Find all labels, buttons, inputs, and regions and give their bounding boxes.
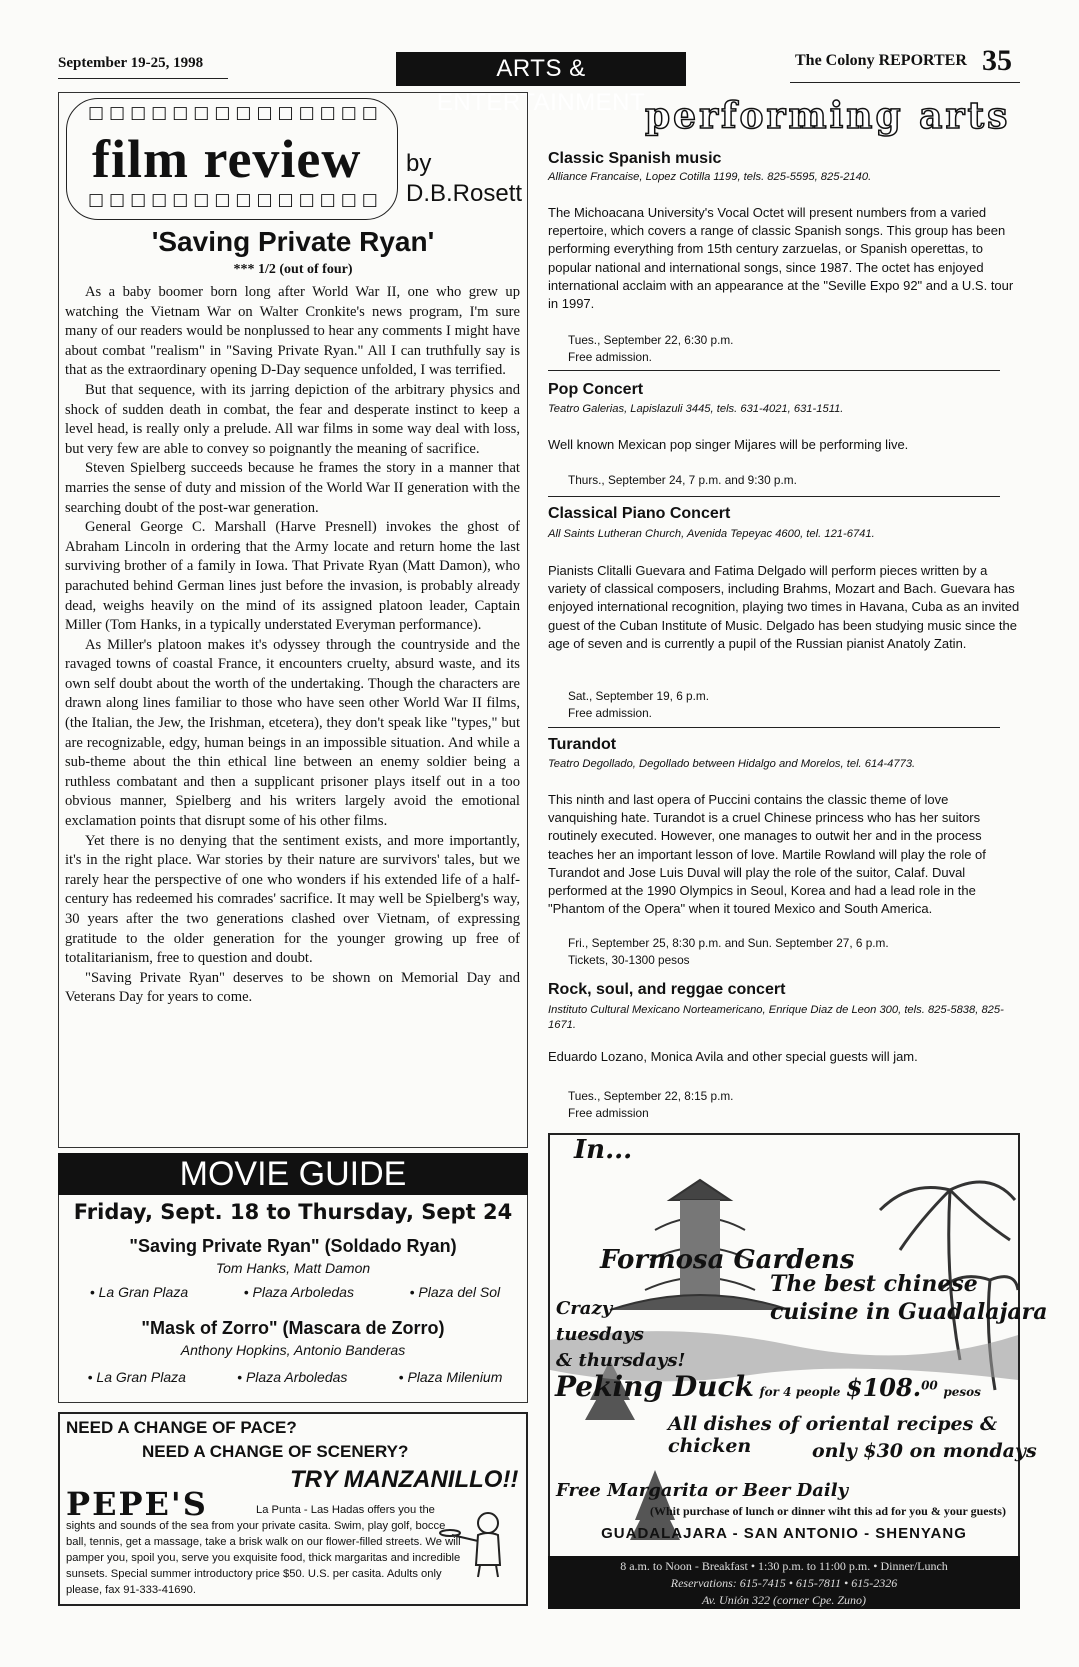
- event-admission: Free admission.: [568, 350, 652, 364]
- event-title: Rock, soul, and reggae concert: [548, 981, 786, 998]
- review-paragraph: As a baby boomer born long after World War II, one who grew up watching the Vietnam War on Walter Cronkite's news program, I'm sure many of our readers would be nonplussed to hear any comments I might have about combat "realism" in "Saving Private Ryan." All I can truthfully say is that as the extraordinary opening D-Day sequence unfolded, I was terrified.: [65, 284, 520, 379]
- header-divider: [58, 78, 228, 79]
- review-paragraph: Steven Spielberg succeeds because he frames the story in a manner that marries the sense of duty and mission of the World War II generation with the searching doubt of the post-war generation.: [65, 460, 520, 516]
- pepes-ad-headline: NEED A CHANGE OF SCENERY?: [142, 1442, 409, 1461]
- review-paragraph: Yet there is no denying that the sentiment exists, and more importantly, it's in the right place. War stories by their nature are survivors' tales, but we rarely hear the perspective of one who wonders if his extended life of a half-century has redeemed his comrades' sacrifice. It may well be Spielberg's way, 30 years after the two generations clashed over Vietnam, of expressing gratitude to the older generation for the younger growing up free of totalitarianism, free to question and doubt.: [65, 832, 520, 967]
- review-movie-title: 'Saving Private Ryan': [151, 226, 435, 257]
- byline-by: by: [406, 150, 432, 177]
- review-paragraph: As Miller's platoon makes it's odyssey through the countryside and the ravaged towns of coastal France, it encounters cruelty, absurd waste, and its own self doubt about the worth of the undertaking. Though the characters are drawn along lines familiar to those who have seen other World War II films, (the Italian, the Jew, the Irishman, etcetera), they don't speak like "types," but are recognizable, edgy, human beings in an impossible situation. And while a sub-theme about the thin ethical line between an enemy soldier being a ruthless combatant and then a supplicant prisoner plays itself out in a too obvious manner, Spielberg and his writers largely avoid the emotional exclamation points that disrupt some of his other films.: [65, 636, 520, 830]
- header-divider: [790, 82, 1020, 83]
- publication-name: The Colony REPORTER: [795, 52, 967, 69]
- promo-line: & thursdays!: [556, 1350, 686, 1371]
- peking-duck-offer: [555, 1370, 981, 1403]
- promo-days: [556, 1296, 685, 1374]
- event-time: Fri., September 25, 8:30 p.m. and Sun. September 27, 6 p.m.: [568, 936, 889, 950]
- restaurant-locations: GUADALAJARA - SAN ANTONIO - SHENYANG: [601, 1525, 967, 1542]
- event-title: Turandot: [548, 736, 617, 753]
- offer-cents: 00: [921, 1378, 938, 1393]
- logo-squares-top: □□□□□□□□□□□□□□: [88, 103, 383, 123]
- event-venue: Instituto Cultural Mexicano Norteamericano, Enrique Diaz de Leon 300, tels. 825-5838, 825-1671.: [548, 1004, 1004, 1031]
- venue: • La Gran Plaza: [87, 1369, 186, 1385]
- guide-movie-title: "Saving Private Ryan" (Soldado Ryan): [129, 1236, 457, 1256]
- guide-movie-venues: [62, 1369, 528, 1385]
- pepes-ad-body: [66, 1502, 466, 1598]
- promo-line: Crazy: [556, 1298, 613, 1319]
- event-time: Sat., September 19, 6 p.m.: [568, 689, 709, 703]
- pepes-ad-body-first: La Punta - Las Hadas offers you the: [256, 1504, 435, 1516]
- event-tickets: Tickets, 30-1300 pesos: [568, 953, 690, 967]
- restaurant-hours: 8 a.m. to Noon - Breakfast • 1:30 p.m. to 11:00 p.m. • Dinner/Lunch: [620, 1559, 948, 1573]
- venue: • Plaza Arboledas: [243, 1284, 354, 1300]
- event-when: [568, 472, 797, 489]
- guide-movie-title-text: "Mask of Zorro" (Mascara de Zorro): [141, 1318, 445, 1338]
- guide-movie-venues: [62, 1284, 528, 1300]
- pepes-ad-headline: TRY MANZANILLO!!: [290, 1466, 519, 1493]
- movie-guide-dates: Friday, Sept. 18 to Thursday, Sept 24: [73, 1200, 513, 1224]
- pepes-ad-body-rest: sights and sounds of the sea from your private casita. Swim, play golf, bocce ball, tennis, get a massage, take a brisk walk on our flower-filled streets. We will pamper you, spoil you, serve you exquisite food, thick margaritas and incredible sunsets. Special summer introductory price $50. U.S. per casita. Adults only please, fax 91-333-41690.: [66, 1520, 461, 1596]
- page-number: 35: [982, 44, 1012, 77]
- event-time: Tues., September 22, 6:30 p.m.: [568, 333, 734, 347]
- section-banner: ARTS & ENTERTAINMENT: [396, 52, 686, 86]
- event-description: Pianists Clitalli Guevara and Fatima Delgado will perform pieces written by a variety of classical composers, including Brahms, Mozart and Bach. Guevara has enjoyed international recognition, playing two times in Havana, Cuba as an invited guest of the Cuban Institute of Music. Delgado has been studying music since the age of seven and is currently a pupil of the Russian pianist Anatoly Zatin.: [548, 563, 1020, 651]
- restaurant-name: Formosa Gardens: [600, 1245, 855, 1275]
- ad-intro: In...: [574, 1135, 633, 1165]
- restaurant-slogan: [770, 1270, 1048, 1326]
- restaurant-address: Av. Unión 322 (corner Cpe. Zuno): [701, 1593, 867, 1607]
- event-when: [568, 935, 889, 969]
- logo-squares-bottom: □□□□□□□□□□□□□□: [88, 190, 383, 210]
- event-description: Eduardo Lozano, Monica Avila and other special guests will jam.: [548, 1049, 918, 1064]
- venue: • La Gran Plaza: [89, 1284, 189, 1300]
- review-paragraph: "Saving Private Ryan" deserves to be shown on Memorial Day and Veterans Day for years to come.: [65, 969, 520, 1006]
- slogan-line: cuisine in Guadalajara: [770, 1299, 1048, 1325]
- event-venue: Teatro Galerias, Lapislazuli 3445, tels. 631-4021, 631-1511.: [548, 403, 844, 415]
- performing-arts-heading: performing arts: [645, 95, 1011, 137]
- offer-conditions: (Whit purchase of lunch or dinner wiht this ad for you & your guests): [650, 1504, 1006, 1518]
- byline-author: D.B.Rosett: [406, 180, 523, 207]
- event-when: [568, 688, 709, 722]
- venue: • Plaza Arboledas: [237, 1369, 348, 1385]
- waiter-illustration-icon: [438, 1505, 518, 1580]
- event-admission: Free admission: [568, 1106, 649, 1120]
- pepes-logo: PEPE'S: [66, 1485, 208, 1523]
- review-rating: *** 1/2 (out of four): [233, 262, 353, 277]
- event-title: Classic Spanish music: [548, 150, 722, 167]
- guide-movie-cast: Tom Hanks, Matt Damon: [215, 1260, 371, 1276]
- guide-movie-title: [58, 1318, 528, 1339]
- event-description: The Michoacana University's Vocal Octet will present numbers from a varied repertoire, which covers a range of classic Spanish songs. This group has been performing everything from 15th century zarzuelas, or Spanish operettas, to popular national and international songs, since 1987. The octet has enjoyed international acclaim with an appearance at the "Seville Expo 92" and a U.S. tour in 1997.: [548, 205, 1014, 312]
- review-paragraph: But that sequence, with its jarring depiction of the arbitrary physics and shock of sudden death in combat, the fear and desperate instinct to keep a level head, is really only a prelude. All war films in some way deal with loss, but very few are able to convey so poignantly the meaning of sacrifice.: [65, 381, 520, 457]
- restaurant-reservations: Reservations: 615-7415 • 615-7811 • 615-2326: [670, 1576, 898, 1590]
- event-description: Well known Mexican pop singer Mijares will be performing live.: [548, 437, 909, 452]
- oriental-offer: All dishes of oriental recipes & chicken: [668, 1413, 998, 1457]
- offer-currency: pesos: [943, 1385, 981, 1399]
- event-title: Classical Piano Concert: [548, 505, 731, 522]
- event-title: Pop Concert: [548, 381, 644, 398]
- promo-line: tuesdays: [556, 1324, 644, 1345]
- guide-movie-cast: Anthony Hopkins, Antonio Banderas: [180, 1342, 406, 1358]
- event-venue: Alliance Francaise, Lopez Cotilla 1199, tels. 825-5595, 825-2140.: [548, 171, 872, 183]
- venue: • Plaza Milenium: [398, 1369, 503, 1385]
- slogan-line: The best chinese: [770, 1271, 978, 1297]
- issue-date: September 19-25, 1998: [58, 55, 204, 71]
- review-paragraph: General George C. Marshall (Harve Presnell) invokes the ghost of Abraham Lincoln in ordering that the Army locate and return home the last surviving brother of a family in Iowa. That Private Ryan (Matt Damon), who parachuted behind German lines just before the invasion, is probably already dead, weighs heavily on the mind of its assigned platoon leader, Captain Miller (Tom Hanks, in a typically understated Everyman performance).: [65, 519, 520, 634]
- event-when: [568, 1088, 733, 1122]
- movie-guide-title: MOVIE GUIDE: [58, 1153, 528, 1195]
- event-divider: [548, 496, 1000, 497]
- margarita-offer: Free Margarita or Beer Daily: [556, 1480, 849, 1501]
- event-time: Tues., September 22, 8:15 p.m.: [568, 1089, 734, 1103]
- monday-offer: only $30 on mondays: [812, 1440, 1037, 1462]
- event-divider: [548, 370, 1000, 371]
- restaurant-footer: [548, 1556, 1020, 1609]
- event-admission: Free admission.: [568, 706, 652, 720]
- film-review-heading: film review: [92, 129, 362, 189]
- event-divider: [548, 727, 1000, 728]
- event-time: Thurs., September 24, 7 p.m. and 9:30 p.m.: [568, 473, 797, 487]
- review-body: [65, 283, 520, 1008]
- event-venue: Teatro Degollado, Degollado between Hidalgo and Morelos, tel. 614-4773.: [548, 758, 916, 770]
- event-venue: All Saints Lutheran Church, Avenida Tepeyac 4600, tel. 121-6741.: [548, 528, 875, 540]
- offer-price: $108.: [845, 1373, 922, 1402]
- venue: • Plaza del Sol: [409, 1284, 501, 1300]
- offer-serving: for 4 people: [759, 1385, 841, 1399]
- event-description: This ninth and last opera of Puccini contains the classic theme of love vanquishing hate. Turandot is a cruel Chinese princess who has her suitors routinely executed. However, one manages to outwit her and in the process teaches her an important lesson of love. Martile Rowland will play the role of Turandot and Jose Luis Duval will play the role of the suitor, Calaf. Duval performed at the 1990 Olympics in Seoul, Korea and had a lead role in the "Phantom of the Opera" when it toured Mexico and South America.: [548, 792, 986, 917]
- pepes-ad-headline: NEED A CHANGE OF PACE?: [66, 1418, 297, 1437]
- offer-dish: Peking Duck: [555, 1370, 754, 1403]
- event-when: [568, 332, 733, 366]
